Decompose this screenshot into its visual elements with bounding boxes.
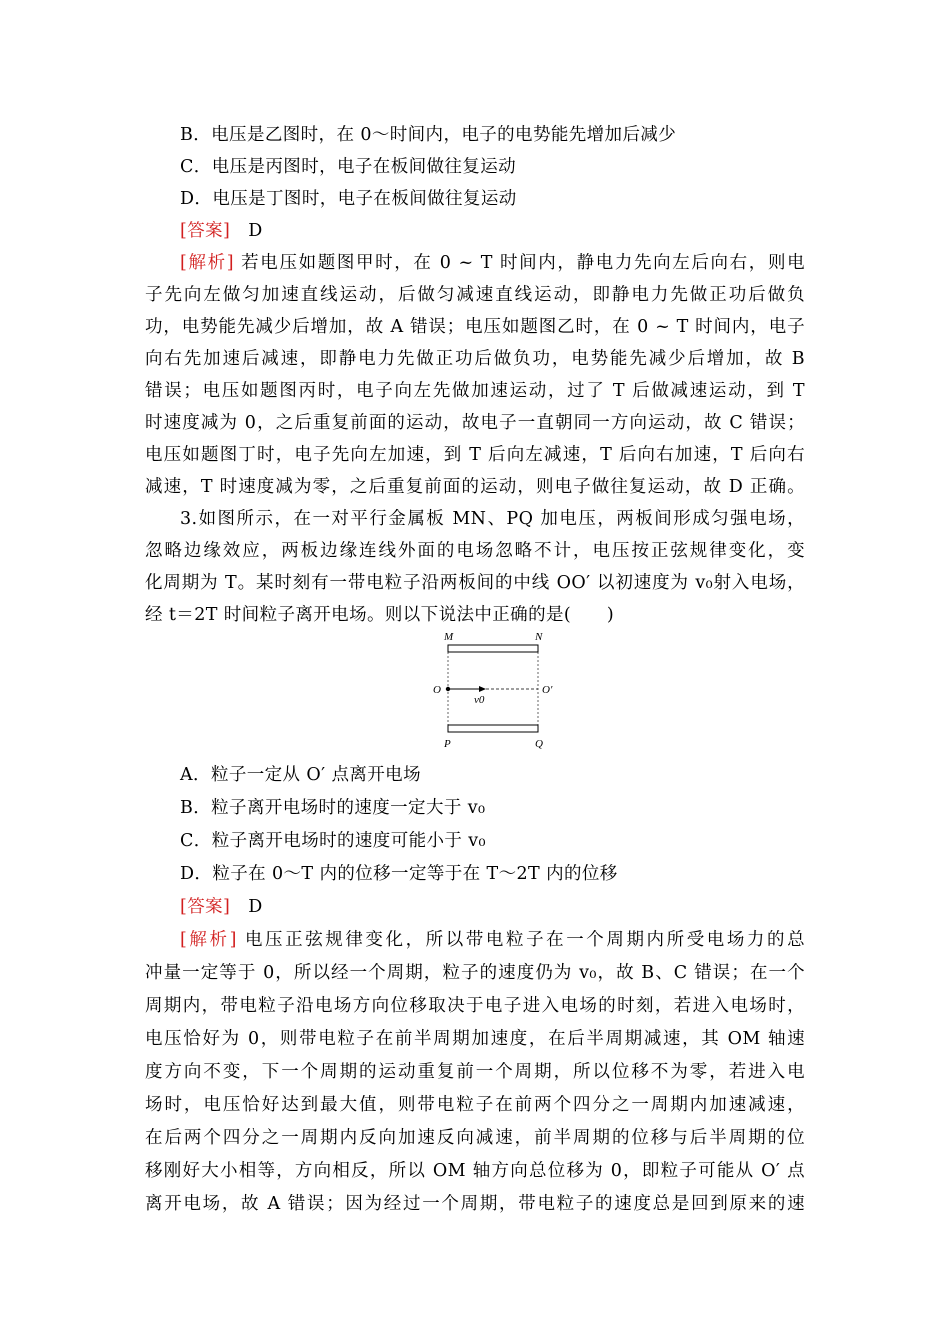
plate-pq xyxy=(448,725,538,732)
label-p: P xyxy=(444,738,451,750)
analysis-text: 若电压如题图甲时，在 0 ~ T 时间内，静电力先向左后向右，则电 xyxy=(241,253,805,273)
analysis-line xyxy=(180,929,805,951)
option-c-prev: C．电压是丙图时，电子在板间做往复运动 xyxy=(180,157,516,177)
label-n: N xyxy=(535,631,543,643)
analysis-line: 子先向左做匀加速直线运动，后做匀减速直线运动，即静电力先做正功后做负 xyxy=(145,285,805,305)
analysis-text: 电压正弦规律变化，所以带电粒子在一个周期内所受电场力的总 xyxy=(244,930,805,950)
analysis-tag: [解析] xyxy=(180,930,237,950)
question-stem: 3.如图所示，在一对平行金属板 MN、PQ 加电压，两板间形成匀强电场， xyxy=(180,509,805,529)
analysis-line: 在后两个四分之一周期内反向加速反向减速，前半周期的位移与后半周期的位 xyxy=(145,1128,805,1148)
option-a: A．粒子一定从 O′ 点离开电场 xyxy=(180,765,421,785)
analysis-line: 冲量一定等于 0，所以经一个周期，粒子的速度仍为 v₀，故 B、C 错误；在一个 xyxy=(145,963,805,983)
label-v0: v0 xyxy=(474,694,485,706)
analysis-line: 减速，T 时速度减为零，之后重复前面的运动，则电子做往复运动，故 D 正确。 xyxy=(145,477,805,497)
parallel-plates-diagram xyxy=(430,630,570,750)
analysis-line: 离开电场，故 A 错误；因为经过一个周期，带电粒子的速度总是回到原来的速 xyxy=(145,1194,805,1214)
analysis-line: 周期内，带电粒子沿电场方向位移取决于电子进入电场的时刻，若进入电场时， xyxy=(145,996,805,1016)
plate-mn xyxy=(448,645,538,652)
question-stem: 化周期为 T。某时刻有一带电粒子沿两板间的中线 OO′ 以初速度为 v₀射入电场， xyxy=(145,573,805,593)
question-stem: 经 t＝2T 时间粒子离开电场。则以下说法中正确的是( ) xyxy=(145,605,615,625)
analysis-line: 电压恰好为 0，则带电粒子在前半周期加速度，在后半周期减速，其 OM 轴速 xyxy=(145,1029,805,1049)
answer-tag: [答案] xyxy=(180,221,231,241)
answer-line-q2 xyxy=(180,220,805,242)
question-stem: 忽略边缘效应，两板边缘连线外面的电场忽略不计，电压按正弦规律变化，变 xyxy=(145,541,805,561)
label-o-prime: O′ xyxy=(542,684,553,696)
answer-tag: [答案] xyxy=(180,897,231,917)
answer-value: D xyxy=(248,221,263,241)
analysis-line: 时速度减为 0，之后重复前面的运动，故电子一直朝同一方向运动，故 C 错误； xyxy=(145,413,805,433)
label-o: O xyxy=(433,684,441,696)
analysis-line: 度方向不变，下一个周期的运动重复前一个周期，所以位移不为零，若进入电 xyxy=(145,1062,805,1082)
label-q: Q xyxy=(535,738,543,750)
arrow-head xyxy=(479,686,486,692)
option-d-prev: D．电压是丁图时，电子在板间做往复运动 xyxy=(180,189,517,209)
label-m: M xyxy=(444,631,454,643)
analysis-tag: [解析] xyxy=(180,253,234,273)
option-b: B．粒子离开电场时的速度一定大于 v₀ xyxy=(180,798,486,818)
answer-value: D xyxy=(248,897,263,917)
analysis-line: 功，电势能先减少后增加，故 A 错误；电压如题图乙时，在 0 ~ T 时间内，电子 xyxy=(145,317,805,337)
analysis-line: 场时，电压恰好达到最大值，则带电粒子在前两个四分之一周期内加速减速， xyxy=(145,1095,805,1115)
analysis-line: 向右先加速后减速，即静电力先做正功后做负功，电势能先减少后增加，故 B xyxy=(145,349,805,369)
option-b-prev: B．电压是乙图时，在 0～时间内，电子的电势能先增加后减少 xyxy=(180,125,677,145)
analysis-line: 移刚好大小相等，方向相反，所以 OM 轴方向总位移为 0，即粒子可能从 O′ 点 xyxy=(145,1161,805,1181)
option-d: D．粒子在 0～T 内的位移一定等于在 T～2T 内的位移 xyxy=(180,864,618,884)
option-c: C．粒子离开电场时的速度可能小于 v₀ xyxy=(180,831,486,851)
analysis-line: 电压如题图丁时，电子先向左加速，到 T 后向左减速，T 后向右加速，T 后向右 xyxy=(145,445,805,465)
analysis-line: 错误；电压如题图丙时，电子向左先做加速运动，过了 T 后做减速运动，到 T xyxy=(145,381,805,401)
analysis-line xyxy=(180,252,805,274)
answer-line-q3 xyxy=(180,896,805,918)
